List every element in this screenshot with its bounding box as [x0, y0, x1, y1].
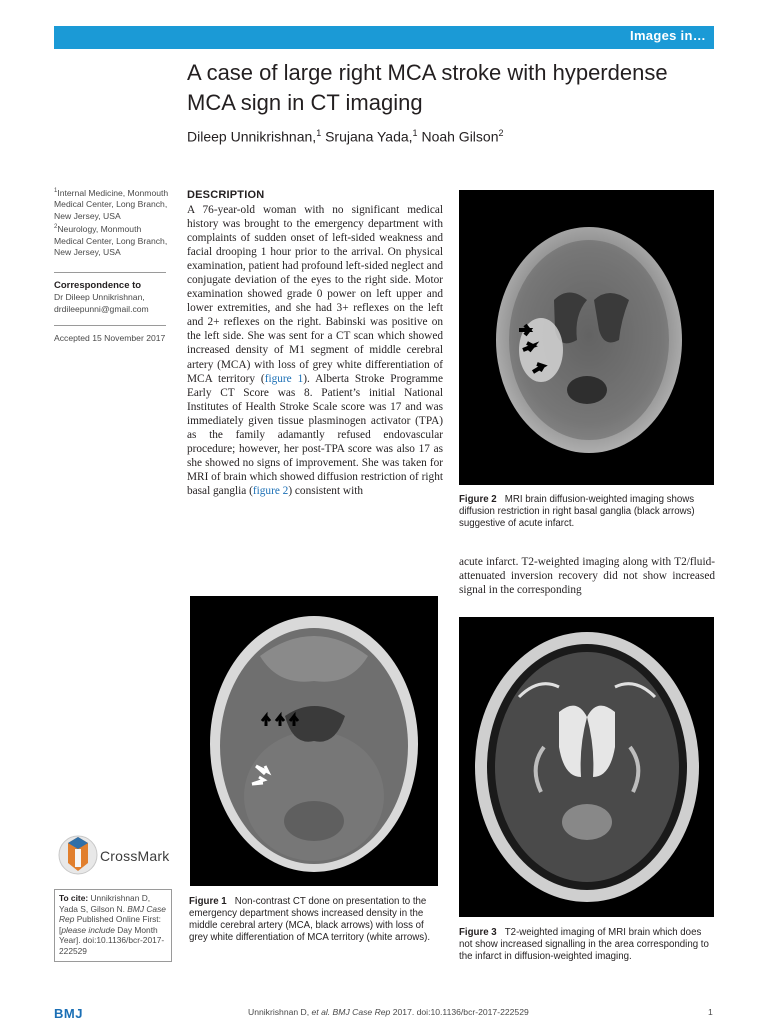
caption-text: MRI brain diffusion-weighted imaging shows diffusion restriction in right basal ganglia (black arrows) suggestive of acute infarct.	[459, 494, 695, 529]
figure-3-caption	[459, 927, 717, 963]
body-text: ) consistent with	[288, 484, 364, 497]
figure-1-image	[190, 596, 438, 886]
affiliation-marker: 1	[412, 128, 418, 138]
affiliation-text: Neurology, Monmouth Medical Center, Long Branch, New Jersey, USA	[54, 224, 168, 258]
affiliation-marker: 2	[54, 224, 58, 231]
figure-3-image	[459, 617, 714, 917]
t2-brain-scan	[459, 617, 714, 917]
figure-label: Figure 3	[459, 927, 497, 938]
affiliation-marker: 1	[54, 188, 58, 194]
bmj-logo: BMJ	[54, 1006, 83, 1021]
author-name: Noah Gilson	[421, 128, 499, 145]
affiliation-marker: 2	[498, 128, 504, 138]
citation-text: Day Month Year]. doi:10.1136/bcr-2017-222529	[59, 924, 165, 956]
accepted-date: Accepted 15 November 2017	[54, 333, 166, 343]
body-text: A 76-year-old woman with no significant medical history was brought to the emergency department with complaints of sudden onset of left-sided weakness and facial drooping 1 hour prior to the arrival. On physical examination, patient had profound left-sided neglect and conjugate deviation of the eyes to the right side. Motor examination showed grade 0 power on left upper and lower extremities, and she had 3+ reflexes on the left and 2+ reflexes on the right. Babinski was positive on the left side. She was sent for a CT scan which showed increased density of M1 segment of middle cerebral artery (MCA) with loss of grey white differentiation of MCA territory (	[187, 204, 443, 385]
citation-heading: To cite:	[59, 893, 89, 903]
citation-box	[54, 889, 172, 962]
correspondence-heading: Correspondence to	[54, 280, 142, 291]
author-name: Srujana Yada,	[325, 128, 413, 145]
footer-text: Unnikrishnan D,	[248, 1007, 310, 1017]
divider	[54, 272, 166, 273]
citation-text: Published Online First: [	[59, 914, 161, 935]
section-label: Images in…	[630, 28, 706, 43]
footer-journal: et al. BMJ Case Rep	[311, 1007, 391, 1017]
citation-journal: BMJ Case Rep	[59, 903, 166, 925]
figure-2-link[interactable]: figure 2	[252, 484, 289, 497]
figure-label: Figure 2	[459, 494, 497, 505]
caption-text: Non-contrast CT done on presentation to the emergency department shows increased density in the middle cerebral artery (MCA, black arrows) with loss of grey white differentiation of MCA territory (white arrows).	[189, 896, 431, 943]
section-header-bar	[54, 26, 714, 49]
affiliation-2	[54, 222, 170, 258]
page-number: 1	[708, 1007, 713, 1017]
dwi-brain-scan	[459, 190, 714, 485]
article-title: A case of large right MCA stroke with hyperdense MCA sign in CT imaging	[187, 60, 668, 115]
crossmark-label: CrossMark	[100, 848, 170, 864]
section-heading: DESCRIPTION	[187, 189, 265, 201]
affiliation-1	[54, 186, 170, 222]
figure-label: Figure 1	[189, 896, 227, 907]
figure-1-link[interactable]: figure 1	[264, 372, 304, 385]
correspondence-name: Dr Dileep Unnikrishnan,	[54, 292, 145, 302]
description-paragraph	[187, 203, 443, 498]
citation-placeholder: please include	[61, 924, 115, 935]
caption-text: T2-weighted imaging of MRI brain which does not show increased signalling in the area corresponding to the infarct in diffusion-weighted imaging.	[459, 927, 709, 962]
divider	[54, 325, 166, 326]
ct-brain-scan	[190, 596, 438, 886]
figure-2-image	[459, 190, 714, 485]
affiliation-text: Internal Medicine, Monmouth Medical Center, Long Branch, New Jersey, USA	[54, 187, 169, 221]
correspondence-details	[54, 292, 170, 315]
body-text: ). Alberta Stroke Programme Early CT Score was 8. Patient’s initial National Institutes of Health Stroke Scale score was 17 and was immediately given tissue plasminogen activator (TPA) as the family adamantly refused endovascular procedure; however, her post-TPA score was also 17 as she showed no signs of improvement. She was taken for MRI of brain which showed diffusion restriction of right basal ganglia (	[187, 372, 443, 497]
correspondence-email[interactable]: drdileepunni@gmail.com	[54, 303, 149, 314]
footer-text: 2017. doi:10.1136/bcr-2017-222529	[392, 1007, 529, 1017]
figure-2-caption	[459, 494, 717, 530]
author-name: Dileep Unnikrishnan,	[187, 128, 317, 145]
author-list	[187, 128, 707, 145]
affiliations	[54, 186, 170, 259]
affiliation-marker: 1	[316, 128, 322, 138]
continuation-paragraph: acute infarct. T2-weighted imaging along with T2/fluid-attenuated inversion recovery did not show increased signal in the corresponding	[459, 556, 715, 597]
footer-reference	[248, 1007, 578, 1017]
citation-text: Unnikrishnan D, Yada S, Gilson N.	[59, 893, 151, 914]
crossmark-icon	[58, 833, 98, 879]
figure-1-caption	[189, 896, 441, 944]
